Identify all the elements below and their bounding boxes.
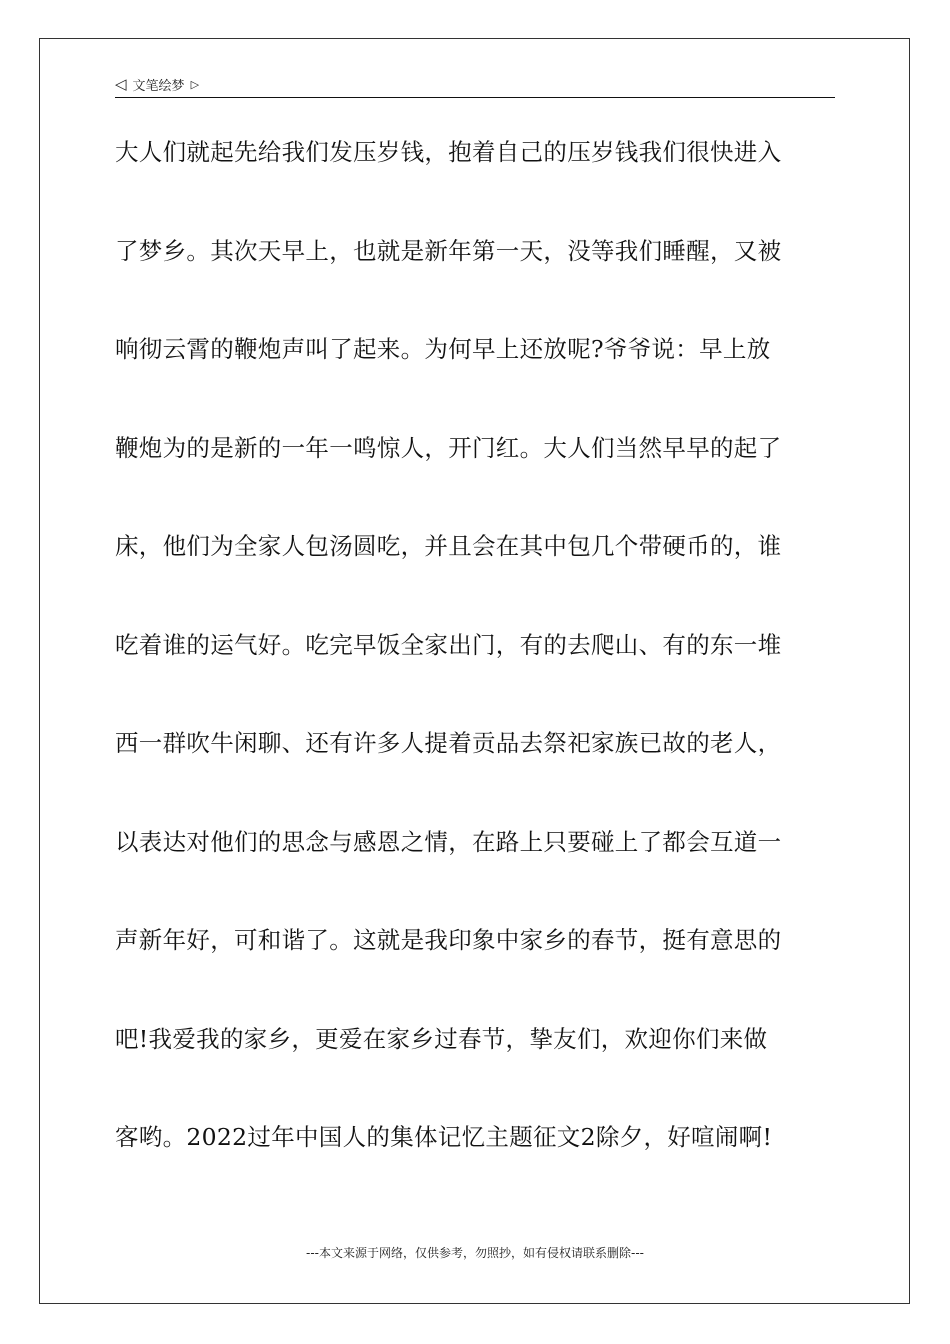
text-line: 声新年好，可和谐了。这就是我印象中家乡的春节，挺有意思的 — [115, 926, 782, 954]
text-line: 鞭炮为的是新的一年一鸣惊人，开门红。大人们当然早早的起了 — [115, 433, 782, 462]
text-line: 吃着谁的运气好。吃完早饭全家出门，有的去爬山、有的东一堆 — [115, 630, 782, 659]
text-line: 了梦乡。其次天早上，也就是新年第一天，没等我们睡醒，又被 — [115, 236, 782, 265]
text-line: 吧!我爱我的家乡，更爱在家乡过春节，挚友们，欢迎你们来做 — [115, 1024, 768, 1053]
header-title: 文笔绘梦 — [132, 78, 185, 94]
text-line: 床，他们为全家人包汤圆吃，并且会在其中包几个带硬币的，谁 — [115, 532, 782, 560]
header-divider — [115, 97, 835, 98]
text-line: 以表达对他们的思念与感恩之情，在路上只要碰上了都会互道一 — [115, 827, 782, 856]
right-triangle-icon: ▷ — [190, 77, 200, 91]
page-header — [115, 72, 199, 96]
page-footer: ---本文来源于网络，仅供参考，勿照抄，如有侵权请联系删除--- — [306, 1246, 644, 1260]
text-line: 大人们就起先给我们发压岁钱，抱着自己的压岁钱我们很快进入 — [115, 138, 782, 166]
text-line: 西一群吹牛闲聊、还有许多人提着贡品去祭祀家族已故的老人， — [115, 729, 782, 757]
text-line: 响彻云霄的鞭炮声叫了起来。为何早上还放呢?爷爷说：早上放 — [115, 335, 771, 363]
left-triangle-icon: ◁ — [115, 75, 127, 93]
body-text — [115, 124, 840, 1208]
text-line: 客哟。2022过年中国人的集体记忆主题征文2除夕，好喧闹啊! — [115, 1123, 773, 1151]
